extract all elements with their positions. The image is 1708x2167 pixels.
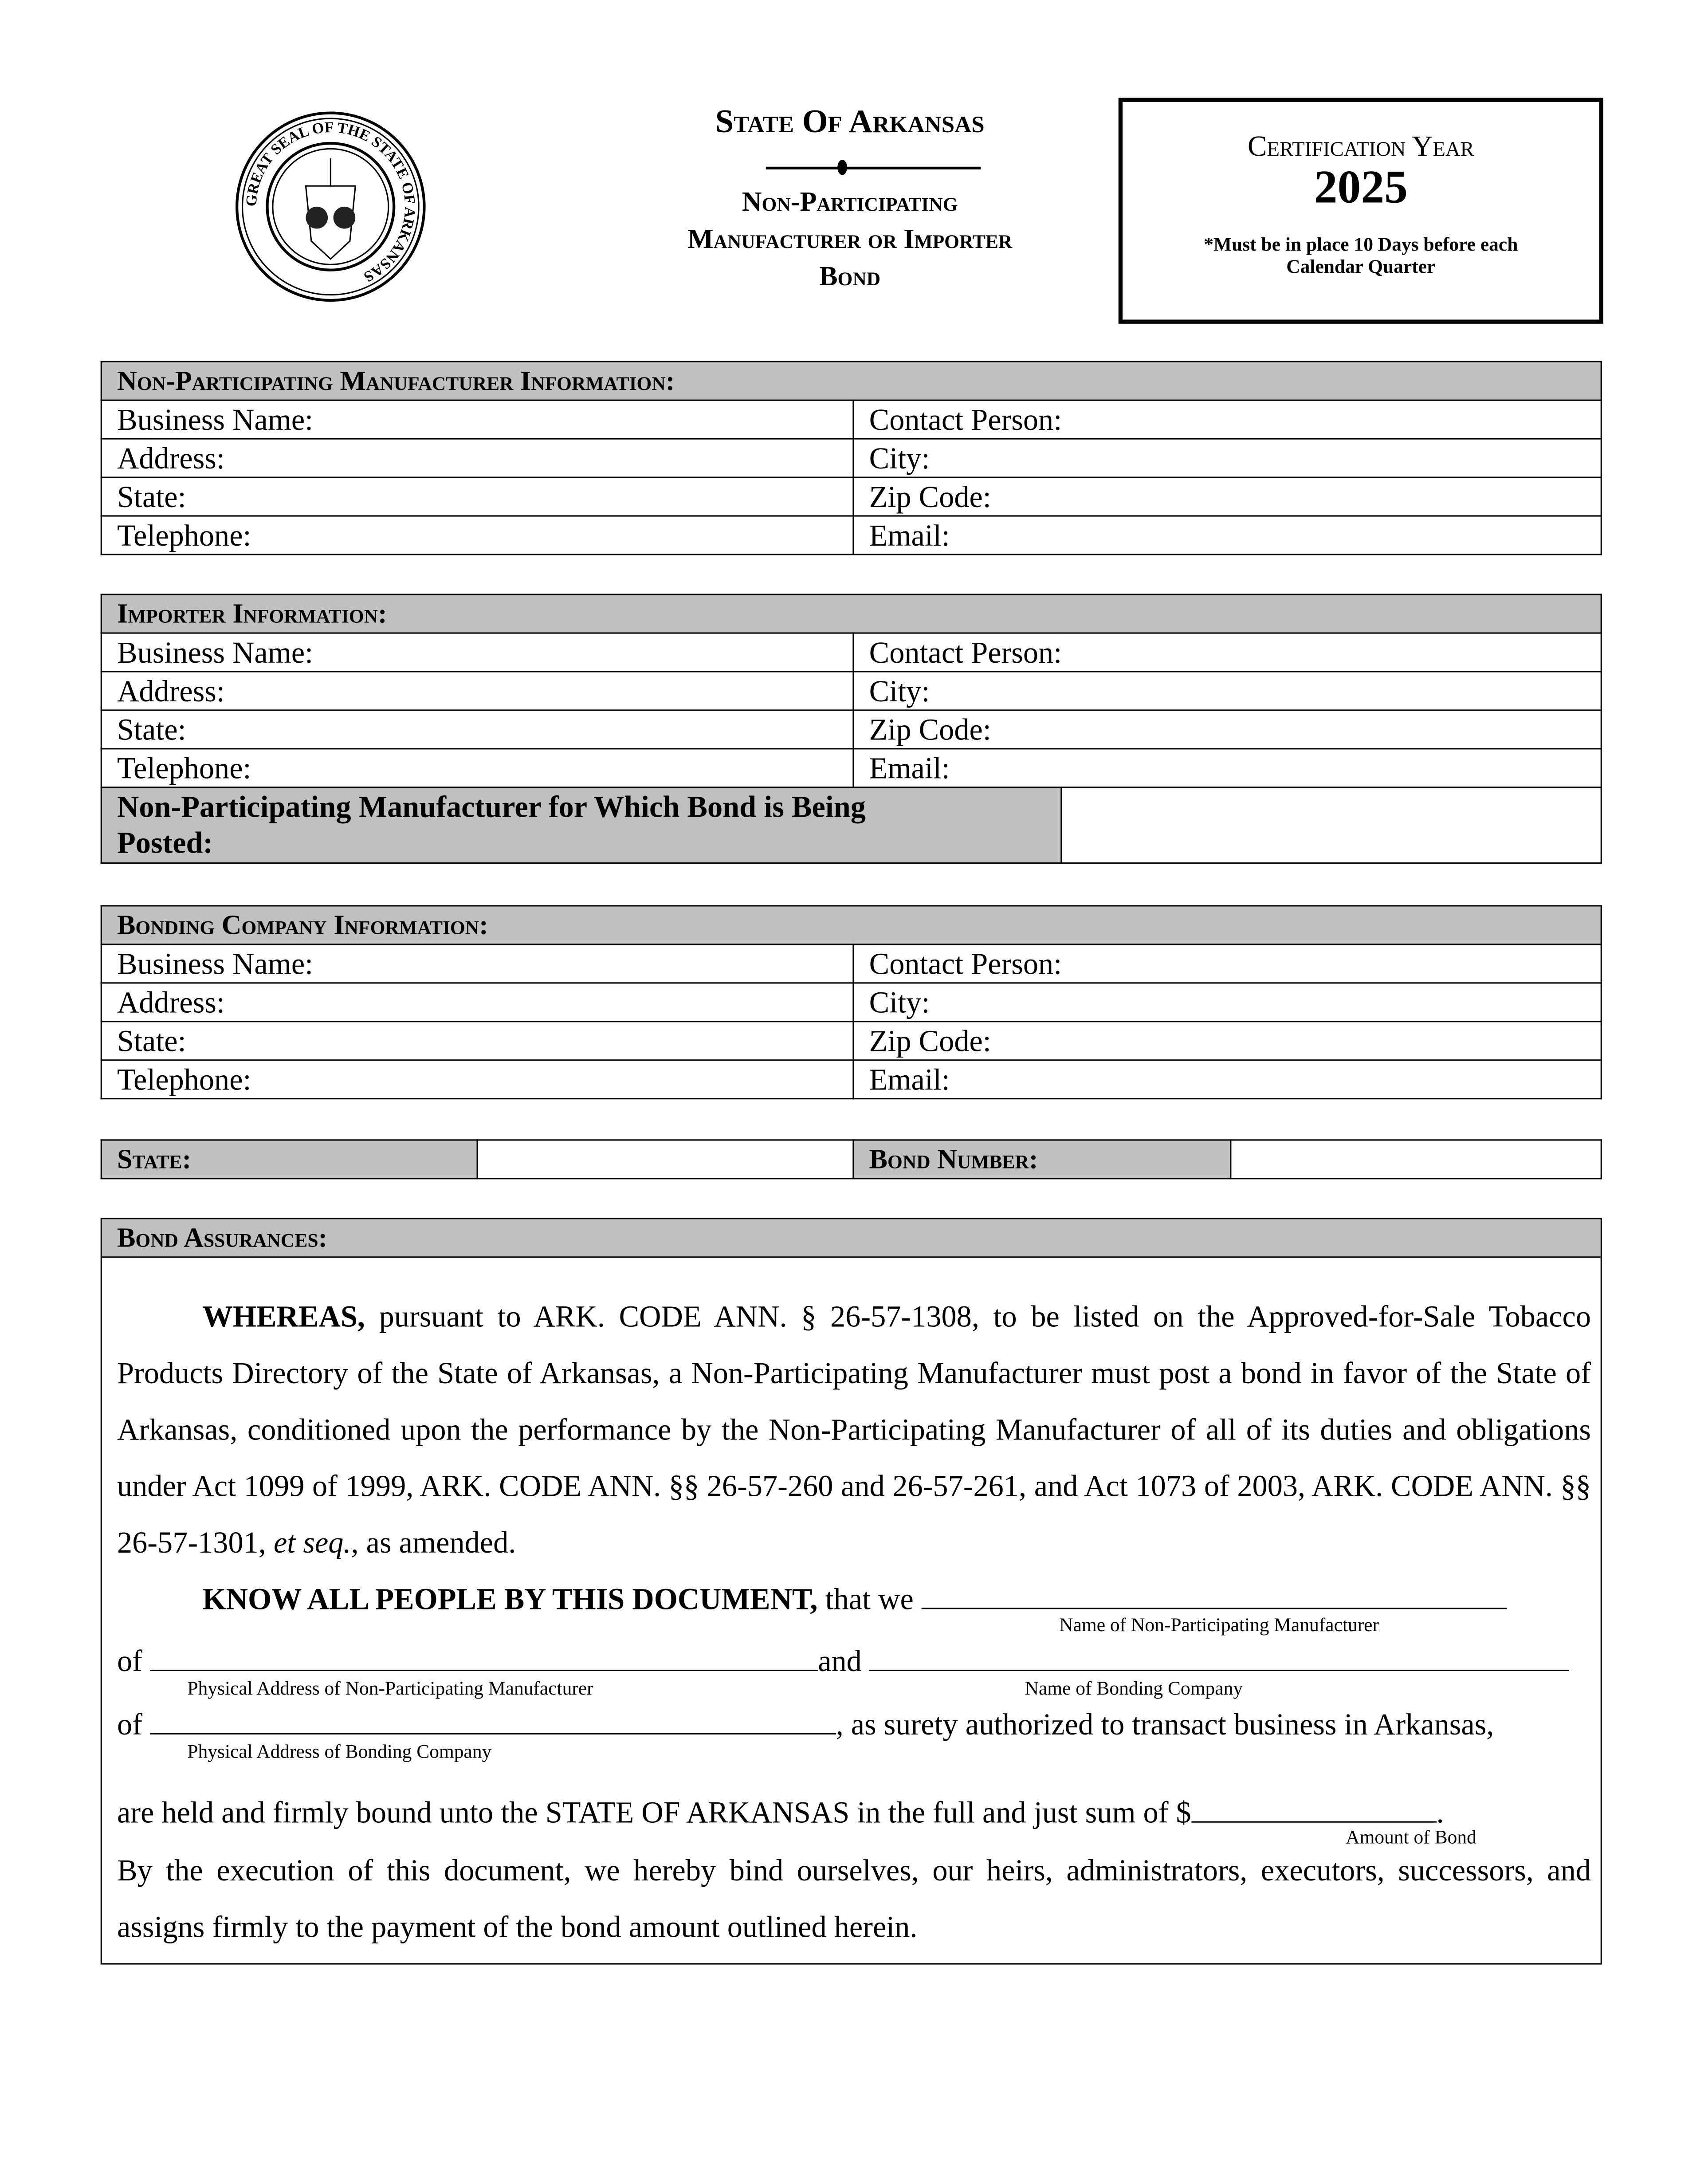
caption-bond-address: Physical Address of Bonding Company [187, 1742, 492, 1764]
npm-contact-person-field[interactable]: Contact Person: [853, 400, 1601, 439]
caption-bond-company: Name of Bonding Company [1025, 1679, 1243, 1700]
state-title: State Of Arkansas [715, 105, 985, 141]
npm-address-field[interactable]: Address: [101, 439, 853, 477]
bonding-section-header: Bonding Company Information: [101, 906, 1601, 944]
bonding-contact-person-field[interactable]: Contact Person: [853, 944, 1601, 983]
importer-section-header: Importer Information: [101, 594, 1601, 633]
state-seal [234, 110, 427, 303]
state-input[interactable] [477, 1140, 853, 1179]
bonding-business-name-field[interactable]: Business Name: [101, 944, 853, 983]
surety-line: of , as surety authorized to transact business in Arkansas, [117, 1707, 1494, 1742]
cert-note-1: *Must be in place 10 Days before each [1204, 236, 1518, 256]
form-title-line2: Manufacturer or Importer [687, 224, 1013, 255]
npm-for-bond-label: Non-Participating Manufacturer for Which Bond is Being Posted: [101, 787, 1061, 863]
bonding-address-blank[interactable] [150, 1733, 836, 1734]
title-divider [766, 167, 981, 169]
bonding-state-field[interactable]: State: [101, 1022, 853, 1060]
certification-year-box [1119, 98, 1603, 323]
importer-email-field[interactable]: Email: [853, 749, 1601, 787]
svg-text:GREAT SEAL OF THE STATE OF ARK: GREAT SEAL OF THE STATE OF ARKANSAS [243, 119, 418, 285]
held-line: are held and firmly bound unto the STATE OF ARKANSAS in the full and just sum of $ . [117, 1795, 1444, 1830]
state-bond-number-table [101, 1139, 1602, 1179]
cert-label: Certification Year [1248, 129, 1474, 163]
form-title-line3: Bond [819, 262, 881, 292]
npm-address-blank[interactable] [150, 1670, 818, 1671]
whereas-paragraph: WHEREAS, pursuant to ARK. CODE ANN. § 26-57-1308, to be listed on the Approved-for-Sale Tobacco Products Directory of the State of Arkansas, a Non-Participating Manufacturer must post a bond in favor of the State of Arkansas, conditioned upon the performance by the Non-Participating Manufacturer of all of its duties and obligations under Act 1099 of 1999, ARK. CODE ANN. §§ 26-57-260 and 26-57-261, and Act 1073 of 2003, ARK. CODE ANN. §§ 26-57-1301, et seq., as amended. [117, 1299, 1591, 1560]
caption-npm-name: Name of Non-Participating Manufacturer [1059, 1616, 1379, 1637]
bonding-city-field[interactable]: City: [853, 983, 1601, 1022]
bonding-address-field[interactable]: Address: [101, 983, 853, 1022]
importer-city-field[interactable]: City: [853, 672, 1601, 710]
importer-contact-person-field[interactable]: Contact Person: [853, 633, 1601, 672]
cert-year: 2025 [1314, 162, 1408, 214]
npm-email-field[interactable]: Email: [853, 516, 1601, 555]
caption-amount: Amount of Bond [1346, 1828, 1476, 1849]
npm-state-field[interactable]: State: [101, 477, 853, 516]
execution-paragraph: By the execution of this document, we hereby bind ourselves, our heirs, administrators, executors, successors, and assigns firmly to the payment of the bond amount outlined herein. [117, 1853, 1591, 1944]
assurances-header: Bond Assurances: [102, 1219, 1601, 1258]
address-and-company-line: of and [117, 1632, 1591, 1689]
npm-zip-field[interactable]: Zip Code: [853, 477, 1601, 516]
bond-assurances-section [101, 1218, 1602, 1964]
caption-npm-address: Physical Address of Non-Participating Manufacturer [187, 1679, 593, 1700]
npm-telephone-field[interactable]: Telephone: [101, 516, 853, 555]
importer-address-field[interactable]: Address: [101, 672, 853, 710]
importer-zip-field[interactable]: Zip Code: [853, 710, 1601, 749]
state-label: State: [101, 1140, 477, 1179]
npm-city-field[interactable]: City: [853, 439, 1601, 477]
form-title-line1: Non-Participating [742, 187, 958, 218]
bond-number-label: Bond Number: [853, 1140, 1231, 1179]
npm-section-header: Non-Participating Manufacturer Information: [101, 362, 1601, 400]
know-all-line: KNOW ALL PEOPLE BY THIS DOCUMENT, that we [117, 1570, 1591, 1627]
npm-name-blank[interactable] [921, 1608, 1507, 1609]
npm-information-table [101, 361, 1602, 555]
bond-amount-blank[interactable] [1191, 1821, 1437, 1823]
importer-business-name-field[interactable]: Business Name: [101, 633, 853, 672]
cert-note-2: Calendar Quarter [1286, 257, 1436, 279]
bonding-email-field[interactable]: Email: [853, 1060, 1601, 1099]
title-divider-dot [837, 160, 847, 175]
bond-number-input[interactable] [1231, 1140, 1601, 1179]
bonding-telephone-field[interactable]: Telephone: [101, 1060, 853, 1099]
bonding-company-table [101, 905, 1602, 1099]
bonding-company-blank[interactable] [869, 1670, 1569, 1671]
npm-business-name-field[interactable]: Business Name: [101, 400, 853, 439]
importer-state-field[interactable]: State: [101, 710, 853, 749]
importer-telephone-field[interactable]: Telephone: [101, 749, 853, 787]
npm-for-bond-input[interactable] [1061, 787, 1601, 863]
bonding-zip-field[interactable]: Zip Code: [853, 1022, 1601, 1060]
importer-information-table [101, 594, 1602, 864]
